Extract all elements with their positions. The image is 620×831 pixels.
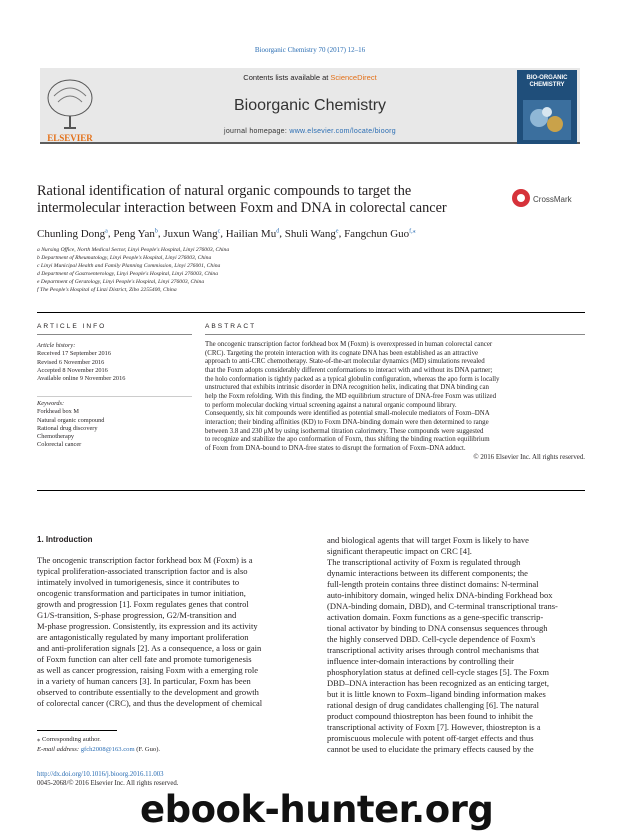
abstract-line: (CRC). Targeting the protein interaction with its cognate DNA has been established as an attractive [205,349,479,357]
body-column-right [327,535,589,755]
body-line: (DNA-binding domain, DBD), and C-terminal transcriptional trans- [327,601,558,611]
issn-copyright: 0045-2068/© 2016 Elsevier Inc. All rights reserved. [37,780,179,787]
body-line: full-length protein contains three distinct domains: N-terminal [327,579,539,589]
history-heading: Article history: [37,342,76,349]
divider [37,490,585,491]
journal-cover-title: BIO-ORGANIC CHEMISTRY [526,75,568,88]
abstract-line: unstructured that exhibits intrinsic disorder in DNA recognition helix, indicating that DNA binding can [205,384,489,392]
abstract-line: approach to anti-CRC chemotherapy. State-of-the-art molecular dynamics (MD) simulations revealed [205,358,485,366]
doi-link[interactable]: http://dx.doi.org/10.1016/j.bioorg.2016.11.003 [37,771,164,778]
abstract-line: interaction; their binding affinities (KD) to Foxm DNA-binding domain were then determined to range [205,418,489,426]
body-line: the highly conserved DBD. Cell-cycle dependence of Foxm's [327,634,536,644]
abstract-line: the holo conformation is tightly packed as a typical globulin configuration, whereas the apo form is locally [205,375,500,383]
body-line: dynamic interactions between its different components; the [327,568,528,578]
watermark-text: ebook-hunter.org [140,788,494,831]
author[interactable]: Juxun Wang$^c$ [163,227,221,240]
body-line: rational design of drug candidates challenging [6]. The natural [327,700,540,710]
divider [37,312,585,313]
body-line: phosphorylation status at defined cell-cycle stages [5]. The Foxm [327,667,549,677]
body-line: observed to contribute essentially to the development and growth [37,687,259,697]
divider [37,334,192,335]
article-info-heading: ARTICLE INFO [37,323,107,330]
body-line: and anti-proliferation signals [2]. As a consequence, a loss or gain [37,643,262,653]
email-label: E-mail address: [37,745,81,753]
divider [205,334,585,335]
history-item: Received 17 September 2016 [37,350,111,358]
body-line: The transcriptional activity of Foxm is regulated through [327,557,521,567]
footnote [37,735,299,754]
title-line-2: intermolecular interaction between Foxm and DNA in colorectal cancer [37,200,447,216]
affiliation: f The People's Hospital of Linzi District, Zibo 2255400, China [37,287,177,294]
email-line [37,745,299,755]
affiliation: e Department of Geratology, Linyi People's Hospital, Linyi 276003, China [37,279,205,286]
abstract-line: to perform molecular docking virtual screening against a natural organic compound library. [205,401,457,409]
body-line: M-phase progression. Consistently, its expression and its activity [37,621,258,631]
body-line: transcriptional activity arises through control mechanisms that [327,645,539,655]
sciencedirect-link[interactable]: ScienceDirect [330,73,377,82]
journal-name: Bioorganic Chemistry [233,97,387,114]
keyword: Natural organic compound [37,416,105,424]
article-title [37,183,507,217]
cover-molecule-image [523,100,571,140]
body-line: promiscuous molecule with potent off-target effects and thus [327,733,534,743]
history-item: Accepted 8 November 2016 [37,366,108,374]
abstract-line: between 3.8 and 230 μM by using isothermal titration calorimetry. These compounds were suggested [205,427,484,435]
body-line: cannot be used to elucidate the primary effects caused by the [327,744,534,754]
homepage-prefix: journal homepage: [224,128,290,135]
body-line: DBD–DNA interaction has been recognized as an enticing target, [327,678,549,688]
abstract-line: to recognize and stabilize the apo conformation of Foxm, thus shifting the binding reaction equilibrium [205,436,490,444]
affiliation: c Linyi Municipal Health and Family Planning Commission, Linyi 276001, China [37,263,221,270]
body-line: of Foxm function can alter cell fate and promote tumorigenesis [37,654,252,664]
keyword: Forkhead box M [37,408,79,416]
crossmark-label: CrossMark [533,195,572,204]
abstract-line: that the Foxm adopts considerably different conformations to interact with and without its DNA partner; [205,366,493,374]
body-line: intimately involved in tumorigenesis, since it contributes to [37,577,240,587]
body-line: of colorectal cancer (CRC), and thus the development of chemical [37,698,263,708]
body-line: oncogenic transformation and participates in tumor initiation, [37,588,246,598]
body-line: G1/S-transition, S-phase progression, G2/M-transition and [37,610,237,620]
article-history [37,342,192,383]
email-suffix: (F. Guo). [134,745,161,753]
body-line: tional activator by binding to DNA consensus sequences through [327,623,548,633]
body-line: activation domain. Foxm functions as a gene-specific transcrip- [327,612,544,622]
page-footer [37,770,299,788]
copyright-notice: © 2016 Elsevier Inc. All rights reserved. [473,453,585,461]
section-heading: 1. Introduction [37,535,93,544]
contents-prefix: Contents lists available at [243,73,331,82]
affiliation-list [37,246,587,295]
body-line: The oncogenic transcription factor forkhead box M (Foxm) is a [37,555,253,565]
affiliation: b Department of Rheumatology, Linyi People's Hospital, Linyi 276003, China [37,255,212,262]
keyword: Colorectal cancer [37,441,82,449]
divider [37,396,192,397]
journal-citation[interactable]: Bioorganic Chemistry 70 (2017) 12–16 [254,46,366,54]
abstract-line: Consequently, six hit compounds were identified as potential small-molecule mediators of Foxm–DNA [205,410,490,418]
affiliation: d Department of Gastroenterology, Linyi People's Hospital, Linyi 276003, China [37,271,219,278]
author[interactable]: Chunling Dong$^a$ [37,227,108,240]
body-line: auto-inhibitory domain, winged helix DNA-binding Forkhead box [327,590,553,600]
author[interactable]: Hailian Mu$^d$ [225,227,280,240]
history-item: Revised 6 November 2016 [37,358,105,366]
keyword: Rational drug discovery [37,424,98,432]
corresponding-author-note: ⁎ Corresponding author. [37,736,101,743]
body-line: and biological agents that will target Foxm is likely to have [327,535,529,545]
keywords-heading: Keywords: [37,400,65,407]
footnote-divider [37,730,117,731]
body-line: as well as cancer progression, raising Foxm with a emerging role [37,665,259,675]
author[interactable]: Peng Yan$^b$ [113,227,158,240]
email-link[interactable]: gfch2008@163.com [80,745,135,753]
body-line: significant therapeutic impact on CRC [4]. [327,546,472,556]
title-line-1: Rational identification of natural organic compounds to target the [37,183,412,199]
history-item: Available online 9 November 2016 [37,375,126,383]
body-line: typical proliferation-associated transcription factor and is also [37,566,248,576]
author[interactable]: Fangchun Guo$^{f,⁎}$ [344,227,416,240]
body-column-left [37,555,299,709]
keyword: Chemotherapy [37,433,75,441]
body-line: transcriptional activity of Foxm [7]. However, thiostrepton is a [327,722,541,732]
abstract-line: help the Foxm refolding. With this finding, the MD equilibrium structure of DNA-free Foxm was utilized [205,392,497,400]
body-line: growth and progression [1]. Foxm regulates genes that control [37,599,249,609]
abstract-line: The oncogenic transcription factor forkhead box M (Foxm) is overexpressed in human colorectal cancer [205,341,493,348]
abstract-heading: ABSTRACT [205,323,257,330]
body-line: but it is little known to Foxm–ligand binding information makes [327,689,546,699]
homepage-link[interactable]: www.elsevier.com/locate/bioorg [289,128,396,135]
keywords [37,400,192,450]
author[interactable]: Shuli Wang$^e$ [284,227,339,240]
author-list: Chunling Dong$^a$, Peng Yan$^b$, Juxun Wang$^c$, Hailian Mu$^d$, Shuli Wang$^e$, Fangchun Guo$^{f,⁎}$ [37,227,416,240]
abstract-line: of Foxm from DNA-bound to DNA-free states to disrupt the formation of Foxm–DNA adduct. [205,444,466,452]
body-line: influence inter-domain interactions by controlling their [327,656,515,666]
body-line: are antagonistically regulated by many important proliferation [37,632,249,642]
affiliation: a Nursing Office, North Medical Sector, Linyi People's Hospital, Linyi 276003, China [37,247,230,253]
body-line: product compound thiostrepton has been found to inhibit the [327,711,533,721]
elsevier-wordmark: ELSEVIER [47,133,93,143]
abstract-body [205,341,585,462]
body-line: in a variety of human cancers [3]. In particular, Foxm has been [37,676,251,686]
crossmark-badge[interactable] [510,187,590,209]
